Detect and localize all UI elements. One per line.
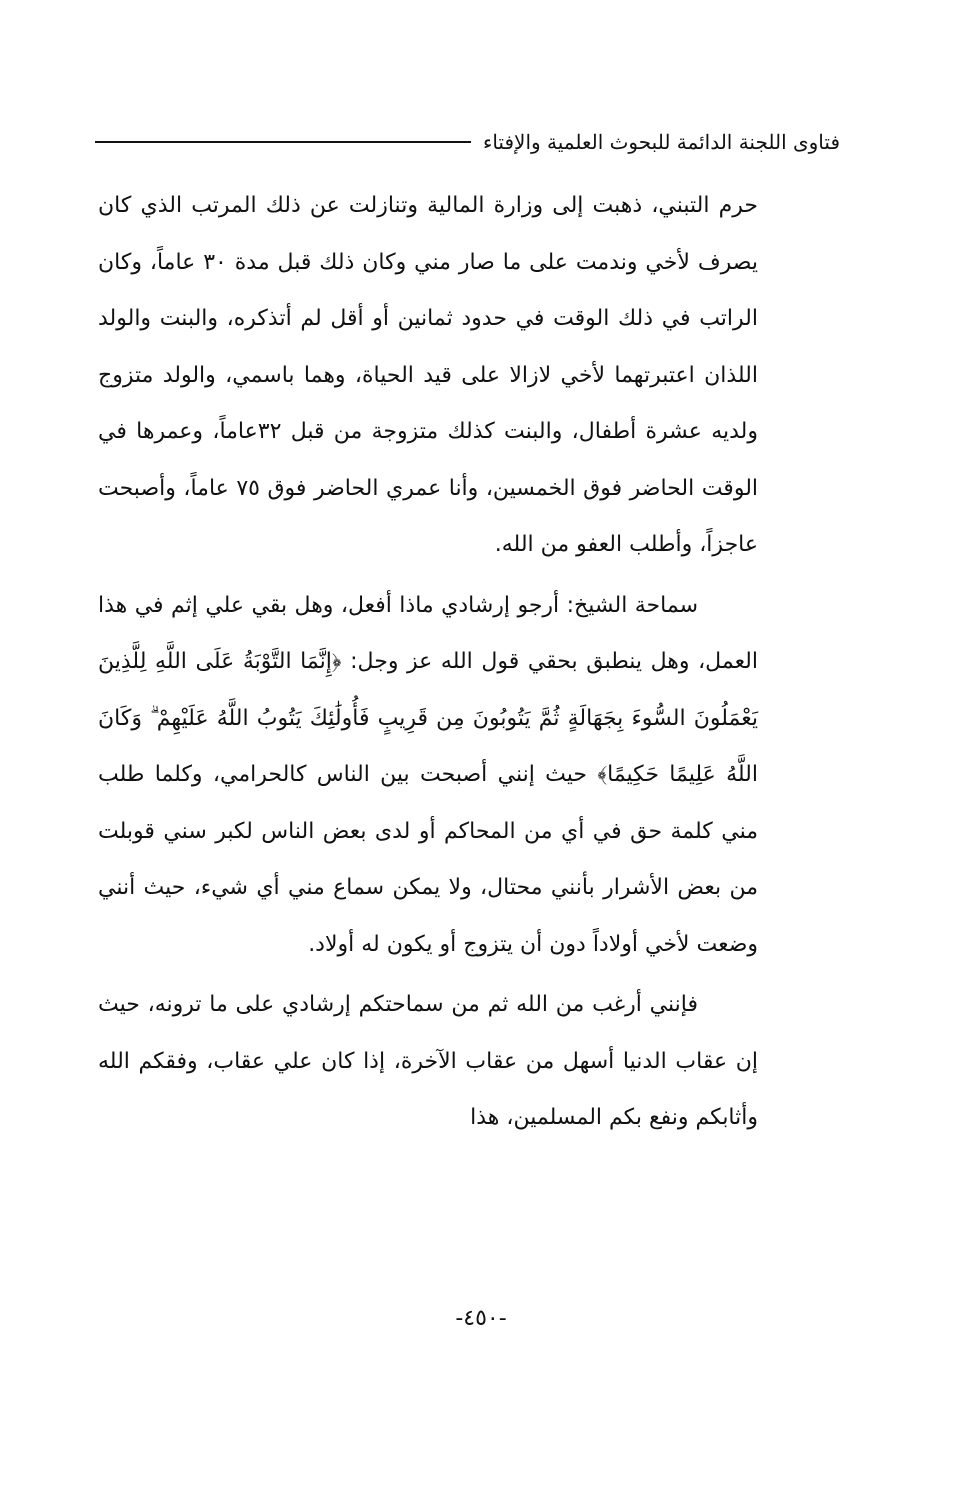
running-header [95,122,840,162]
paragraph-3: فإنني أرغب من الله ثم من سماحتكم إرشادي على ما ترونه، حيث إن عقاب الدنيا أسهل من عقاب الآخرة، إذا كان علي عقاب، وفقكم الله وأثابكم ونفع بكم المسلمين، هذا [98,992,758,1130]
paragraph-1: حرم التبني، ذهبت إلى وزارة المالية وتنازلت عن ذلك المرتب الذي كان يصرف لأخي وندمت على ما صار مني وكان ذلك قبل مدة ٣٠ عاماً، وكان الراتب في ذلك الوقت في حدود ثمانين أو أقل لم أتذكره، والبنت والولد اللذان اعتبرتهما لأخي لازالا على قيد الحياة، وهما باسمي، والولد متزوج ولديه عشرة أطفال، والبنت كذلك متزوجة من قبل ٣٢عاماً، وعمرها في الوقت الحاضر فوق الخمسين، وأنا عمري الحاضر فوق ٧٥ عاماً، وأصبحت عاجزاً، وأطلب العفو من الله. [98,193,759,557]
header-title: فتاوى اللجنة الدائمة للبحوث العلمية والإفتاء [482,130,840,154]
body-text [98,178,758,1147]
paragraph-2: سماحة الشيخ: أرجو إرشادي ماذا أفعل، وهل بقي علي إثم في هذا العمل، وهل ينطبق بحقي قول الله عز وجل: ﴿إِنَّمَا التَّوْبَةُ عَلَى اللَّهِ لِلَّذِينَ يَعْمَلُونَ السُّوءَ بِجَهَالَةٍ ثُمَّ يَتُوبُونَ مِن قَرِيبٍ فَأُولَٰئِكَ يَتُوبُ اللَّهُ عَلَيْهِمْ ۗ وَكَانَ اللَّهُ عَلِيمًا حَكِيمًا﴾ حيث إنني أصبحت بين الناس كالحرامي، وكلما طلب مني كلمة حق في أي من المحاكم أو لدى بعض الناس لكبر سني قوبلت من بعض الأشرار بأنني محتال، ولا يمكن سماع مني أي شيء، حيث أنني وضعت لأخي أولاداً دون أن يتزوج أو يكون له أولاد. [98,592,758,957]
header-rule [95,141,471,143]
page-number: -٤٥٠- [455,1306,507,1331]
